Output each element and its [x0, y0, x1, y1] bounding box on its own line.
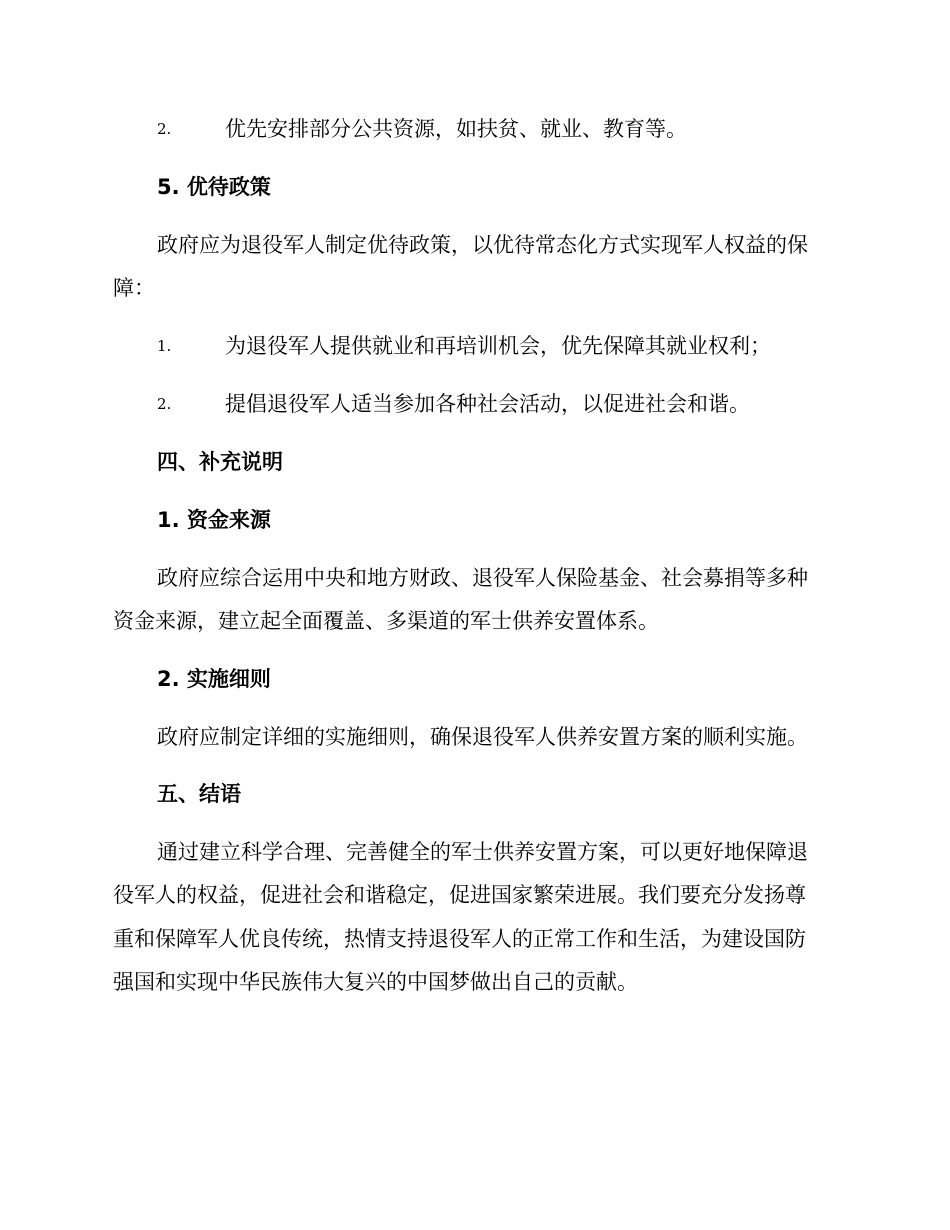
paragraph-line: 强国和实现中华民族伟大复兴的中国梦做出自己的贡献。 [113, 970, 638, 994]
list-item-text: 为退役军人提供就业和再培训机会，优先保障其就业权利； [225, 334, 771, 358]
paragraph-line: 政府应制定详细的实施细则，确保退役军人供养安置方案的顺利实施。 [157, 725, 808, 749]
subsection-heading: 1. 资金来源 [157, 508, 271, 532]
list-item-text: 提倡退役军人适当参加各种社会活动，以促进社会和谐。 [225, 392, 750, 416]
list-item-number: 1. [157, 337, 172, 355]
paragraph-line: 资金来源，建立起全面覆盖、多渠道的军士供养安置体系。 [113, 609, 659, 633]
section-heading: 四、补充说明 [157, 450, 283, 474]
paragraph-line: 政府应综合运用中央和地方财政、退役军人保险基金、社会募捐等多种 [157, 566, 808, 590]
paragraph-line: 重和保障军人优良传统，热情支持退役军人的正常工作和生活，为建设国防 [113, 927, 806, 951]
list-item-number: 2. [157, 120, 172, 138]
paragraph-line: 役军人的权益，促进社会和谐稳定，促进国家繁荣进展。我们要充分发扬尊 [113, 883, 806, 907]
paragraph-line: 障： [113, 276, 155, 300]
list-item-text: 优先安排部分公共资源，如扶贫、就业、教育等。 [225, 117, 687, 141]
list-item-number: 2. [157, 395, 172, 413]
paragraph-line: 通过建立科学合理、完善健全的军士供养安置方案，可以更好地保障退 [157, 840, 808, 864]
paragraph-line: 政府应为退役军人制定优待政策，以优待常态化方式实现军人权益的保 [157, 233, 808, 257]
subsection-heading: 2. 实施细则 [157, 667, 271, 691]
section-heading: 5. 优待政策 [157, 175, 271, 199]
section-heading: 五、结语 [157, 782, 241, 806]
